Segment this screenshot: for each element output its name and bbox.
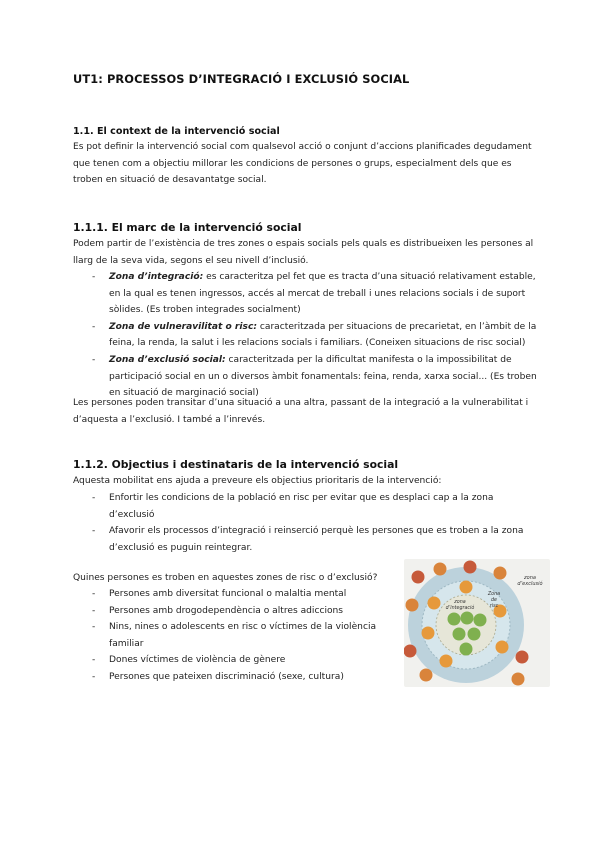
label-exclusion-line1: zona xyxy=(524,575,536,581)
zone-term: Zona d’exclusió social: xyxy=(109,354,226,365)
list-item-objective xyxy=(92,490,523,523)
text-line xyxy=(109,319,537,336)
text-line: llarg de la seva vida, segons el seu nivell d’inclusió. xyxy=(73,255,309,266)
text-line: en situació de marginació social) xyxy=(109,388,259,399)
zone-term: Zona de vulneravilitat o risc: xyxy=(109,321,257,332)
dash-bullet: - xyxy=(92,655,96,666)
dash-bullet: - xyxy=(92,671,96,682)
text-line: sòlides. (Es troben integrades socialment) xyxy=(109,305,301,316)
section-1-1-2-intro xyxy=(73,473,533,490)
text-line: que tenen com a objectiu millorar les condicions de persones o grups, especialment dels que es xyxy=(73,158,512,169)
dash-bullet: - xyxy=(92,354,96,365)
text-line: en la qual es tenen ingressos, accés al mercat de treball i unes relacions socials i de suport xyxy=(109,288,526,299)
text-line: troben en situació de desavantatge social. xyxy=(73,175,267,186)
zones-diagram xyxy=(404,559,550,687)
dash-bullet: - xyxy=(92,622,96,633)
section-1-1-1-intro xyxy=(73,236,533,269)
person-dot-green xyxy=(460,643,473,656)
person-dot-green xyxy=(468,628,481,641)
text-line: Dones víctimes de violència de gènere xyxy=(109,655,286,666)
person-dot-orange xyxy=(428,597,441,610)
person-dot-green xyxy=(474,614,487,627)
text-line: Persones que pateixen discriminació (sexe, cultura) xyxy=(109,671,344,682)
list-item-group xyxy=(92,619,376,652)
person-dot-green xyxy=(461,612,474,625)
person-dot-orange xyxy=(434,563,447,576)
groups-list xyxy=(92,586,376,686)
dash-bullet: - xyxy=(92,493,96,503)
label-risk-line2: de xyxy=(491,598,497,603)
text-line: Les persones poden transitar d’una situació a una altra, passant de la integració a la vulnerabilitat i xyxy=(73,398,529,408)
text-line: d’exclusió es puguin reintegrar. xyxy=(109,542,253,553)
person-dot-orange xyxy=(440,655,453,668)
list-item-group xyxy=(92,652,376,669)
person-dot-red xyxy=(516,651,529,664)
label-risk-line3: risc xyxy=(489,604,499,609)
list-item-group xyxy=(92,586,376,603)
section-heading-1-1-2: 1.1.2. Objectius i destinataris de la intervenció social xyxy=(73,458,399,471)
section-1-1-1-outro xyxy=(73,395,533,428)
dash-bullet: - xyxy=(92,589,96,599)
zones-diagram-figure xyxy=(404,559,550,687)
text-line: Persones amb drogodependència o altres adiccions xyxy=(109,605,344,616)
text-line: familiar xyxy=(109,638,144,649)
person-dot-green xyxy=(453,628,466,641)
person-dot-orange xyxy=(460,581,473,594)
text-line: feina, la renda, la salut i les relacions socials i familiars. (Coneixen situacions de risc social) xyxy=(109,338,526,349)
person-dot-orange xyxy=(420,669,433,682)
list-item-zone-integration xyxy=(92,269,537,319)
person-dot-orange xyxy=(512,673,525,686)
dash-bullet: - xyxy=(92,605,96,616)
person-dot-red xyxy=(404,645,417,658)
person-dot-red xyxy=(464,561,477,574)
list-item-group xyxy=(92,603,376,620)
text-line: Afavorir els processos d’integració i reinserció perquè les persones que es troben a la zona xyxy=(109,526,524,537)
list-item-zone-vulnerability xyxy=(92,319,537,352)
zone-description: caracteritzada per la dificultat manifesta o la impossibilitat de xyxy=(225,354,512,365)
zones-list xyxy=(92,269,537,402)
person-dot-orange xyxy=(422,627,435,640)
label-risk-line1: Zona xyxy=(487,592,501,597)
dash-bullet: - xyxy=(92,526,96,537)
list-item-objective xyxy=(92,523,523,556)
section-heading-1-1-1: 1.1.1. El marc de la intervenció social xyxy=(73,221,302,234)
document-title: UT1: PROCESSOS D’INTEGRACIÓ I EXCLUSIÓ SOCIAL xyxy=(73,72,410,86)
person-dot-red xyxy=(412,571,425,584)
person-dot-green xyxy=(448,613,461,626)
text-line: d’exclusió xyxy=(109,509,155,520)
text-line: Podem partir de l’existència de tres zones o espais socials pels quals es distribueixen les persones al xyxy=(73,239,534,249)
person-dot-orange xyxy=(496,641,509,654)
label-integration-line2: d’integració xyxy=(445,606,475,611)
text-line: Nins, nines o adolescents en risc o víctimes de la violència xyxy=(109,622,377,633)
label-exclusion-line2: d’exclusió xyxy=(517,581,543,587)
dash-bullet: - xyxy=(92,321,96,332)
text-line: Aquesta mobilitat ens ajuda a preveure els objectius prioritaris de la intervenció: xyxy=(73,476,442,486)
text-line: participació social en un o diversos àmbit fonamentals: feina, renda, xarxa social... (Es troben xyxy=(109,371,537,382)
text-line: Enfortir les condicions de la població en risc per evitar que es desplaci cap a la zona xyxy=(109,493,494,503)
text-line: Persones amb diversitat funcional o malaltia mental xyxy=(109,589,347,599)
text-line xyxy=(109,269,537,286)
label-integration-line1: zona xyxy=(454,600,466,605)
section-1-1-paragraph xyxy=(73,139,533,189)
text-line: d’aquesta a l’exclusió. I també a l’inrevés. xyxy=(73,414,266,425)
text-line: Es pot definir la intervenció social com qualsevol acció o conjunt d’accions planificades degudament xyxy=(73,142,532,152)
zone-term: Zona d’integració: xyxy=(109,272,204,282)
zone-description: caracteritzada per situacions de precarietat, en l’àmbit de la xyxy=(256,321,537,332)
person-dot-orange xyxy=(406,599,419,612)
text-line xyxy=(109,352,537,369)
dash-bullet: - xyxy=(92,272,96,282)
section-heading-1-1: 1.1. El context de la intervenció social xyxy=(73,126,280,137)
list-item-group xyxy=(92,669,376,686)
text-line: Quines persones es troben en aquestes zones de risc o d’exclusió? xyxy=(73,573,378,583)
groups-question xyxy=(73,570,393,587)
zone-description: es caracteritza pel fet que es tracta d’una situació relativament estable, xyxy=(203,272,536,282)
objectives-list xyxy=(92,490,523,556)
person-dot-orange xyxy=(494,567,507,580)
